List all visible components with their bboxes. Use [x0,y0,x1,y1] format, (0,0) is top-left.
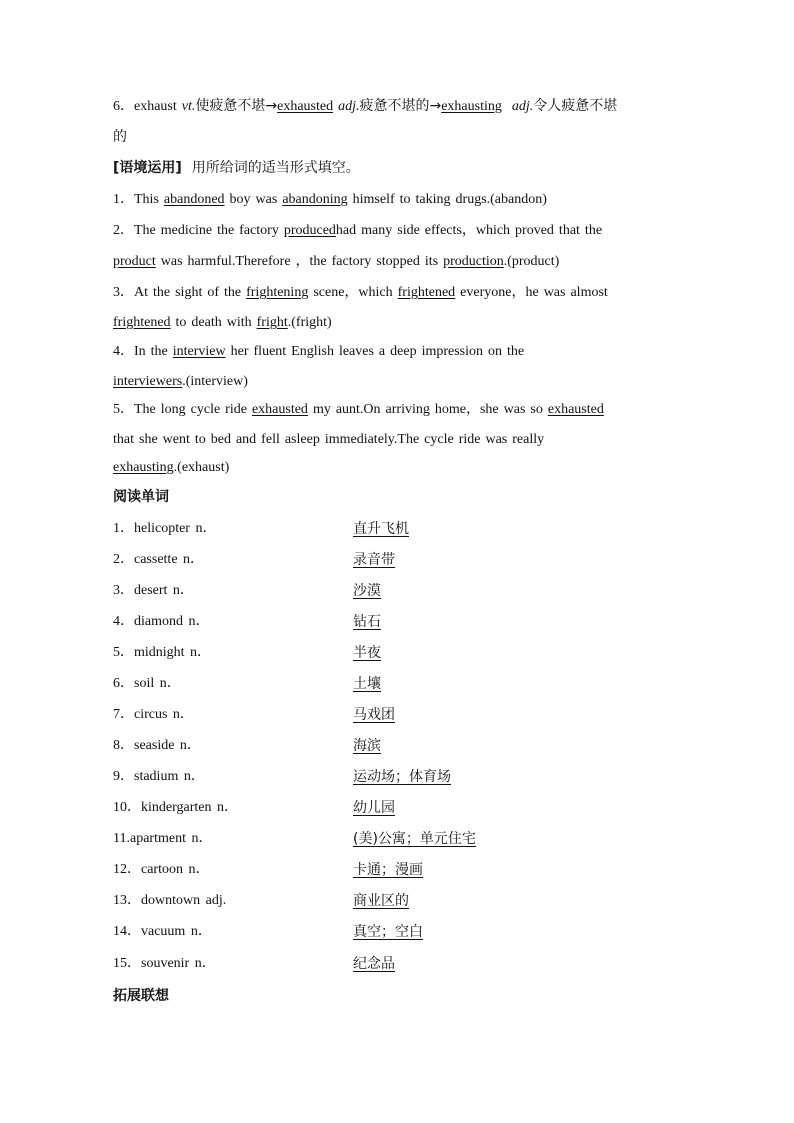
exercise-number: 2． [113,223,134,238]
sentence-text: scene，which [313,285,393,300]
instruction-text: 用所给词的适当形式填空。 [191,160,360,176]
vocab-row [113,860,713,880]
exercise-4-line-2 [113,372,248,392]
sentence-text: .(fright) [287,315,332,330]
exercise-4-line-1 [113,342,524,362]
vocab-row [113,612,713,632]
answer-blank: abandoned [163,192,225,207]
answer-blank: product [113,254,156,269]
vocab-chinese: 半夜 [353,645,381,661]
section-heading: [语境运用] [113,160,182,176]
vocab-english: 12．cartoon n． [113,862,210,877]
vocab-english: 1．helicopter n． [113,521,217,536]
definition: 疲惫不堪的→ [359,98,442,114]
answer-blank: exhausted [547,402,604,417]
reading-words-heading: 阅读单词 [113,489,169,505]
word-form: exhausting [441,99,502,114]
vocab-row [113,954,713,974]
answer-blank: frightened [113,315,171,330]
answer-blank: frightened [397,285,456,300]
definition: 使疲惫不堪→ [195,98,278,114]
sentence-text: her fluent English leaves a deep impression on the [230,344,525,359]
answer-blank: interviewers [113,374,183,389]
answer-blank: fright [256,315,288,330]
exercise-5-line-1 [113,400,604,420]
part-of-speech: adj. [338,99,360,114]
sentence-text: The medicine the factory [134,223,279,238]
item6-line [113,96,617,117]
part-of-speech: vt. [181,99,196,114]
exercise-1 [113,190,547,210]
vocab-row [113,922,713,942]
definition: 令人疲惫不堪 [533,98,618,114]
exercise-number: 3． [113,285,134,300]
vocab-row [113,705,713,725]
vocab-row [113,519,713,539]
sentence-text: .(product) [503,254,560,269]
vocab-chinese: 钻石 [353,614,381,630]
sentence-text: At the sight of the [134,285,242,300]
headword: exhaust [134,99,177,114]
vocab-chinese: 马戏团 [353,707,395,723]
word-form: exhausted [277,99,334,114]
vocab-chinese: 纪念品 [353,956,395,972]
vocab-chinese: 海滨 [353,738,381,754]
sentence-text: to death with [175,315,252,330]
vocab-english: 3．desert n． [113,583,194,598]
vocab-chinese: 沙漠 [353,583,381,599]
vocab-english: 15．souvenir n． [113,956,216,971]
part-of-speech: adj. [511,99,534,114]
vocab-english: 13．downtown adj. [113,893,227,908]
vocab-english: 6．soil n． [113,676,181,691]
vocab-chinese: 卡通；漫画 [353,862,423,878]
answer-blank: produced [283,223,336,238]
item6-wrap: 的 [113,129,127,145]
sentence-text: that she went to bed and fell asleep immediately.The cycle ride was really [113,432,545,447]
answer-blank: frightening [246,285,309,300]
vocab-chinese: 运动场；体育场 [353,769,451,785]
sentence-text: The long cycle ride [134,402,247,417]
exercise-number: 1． [113,192,134,207]
vocab-chinese: 直升飞机 [353,521,409,537]
answer-blank: production [443,254,504,269]
sentence-text: .(interview) [182,374,248,389]
sentence-text: was harmful.Therefore ，the factory stopped its [160,254,439,269]
sentence-text: himself to taking drugs.(abandon) [352,192,547,207]
vocab-english: 4．diamond n． [113,614,210,629]
vocab-chinese: 土壤 [353,676,381,692]
vocab-row [113,674,713,694]
sentence-text: had many side effects，which proved that the [335,223,603,238]
vocab-english: 8．seaside n． [113,738,201,753]
exercise-2-line-2 [113,252,559,272]
item-number: 6． [113,99,134,114]
answer-blank: exhausting [113,460,174,475]
extension-heading: 拓展联想 [113,988,169,1004]
vocab-row [113,550,713,570]
answer-blank: exhausted [251,402,308,417]
vocab-chinese: 真空；空白 [353,924,423,940]
vocab-row [113,581,713,601]
vocab-chinese: 商业区的 [353,893,409,909]
vocab-english: 14．vacuum n． [113,924,212,939]
exercise-3-line-1 [113,283,608,303]
vocab-row [113,767,713,787]
exercise-number: 5． [113,402,134,417]
vocab-chinese: 幼儿园 [353,800,395,816]
context-heading-line [113,158,360,179]
vocab-english: 7．circus n． [113,707,194,722]
vocab-row [113,829,713,849]
answer-blank: abandoning [282,192,348,207]
sentence-text: In the [134,344,168,359]
exercise-5-line-3 [113,458,229,478]
answer-blank: interview [172,344,226,359]
vocab-chinese: 录音带 [353,552,395,568]
vocab-row [113,643,713,663]
vocab-english: 10．kindergarten n． [113,800,238,815]
vocab-english: 5．midnight n． [113,645,212,660]
exercise-2-line-1 [113,221,602,241]
sentence-text: boy was [229,192,278,207]
sentence-text: .(exhaust) [173,460,230,475]
vocab-row [113,891,713,911]
exercise-3-line-2 [113,313,332,333]
sentence-text: This [134,192,159,207]
sentence-text: my aunt.On arriving home，she was so [312,402,543,417]
exercise-5-line-2 [113,430,544,450]
exercise-number: 4． [113,344,134,359]
vocab-english: 11.apartment n． [113,831,213,846]
vocab-english: 2．cassette n． [113,552,205,567]
vocab-row [113,736,713,756]
vocab-chinese: (美)公寓；单元住宅 [353,831,476,847]
sentence-text: everyone，he was almost [460,285,608,300]
vocab-english: 9．stadium n． [113,769,205,784]
vocab-row [113,798,713,818]
